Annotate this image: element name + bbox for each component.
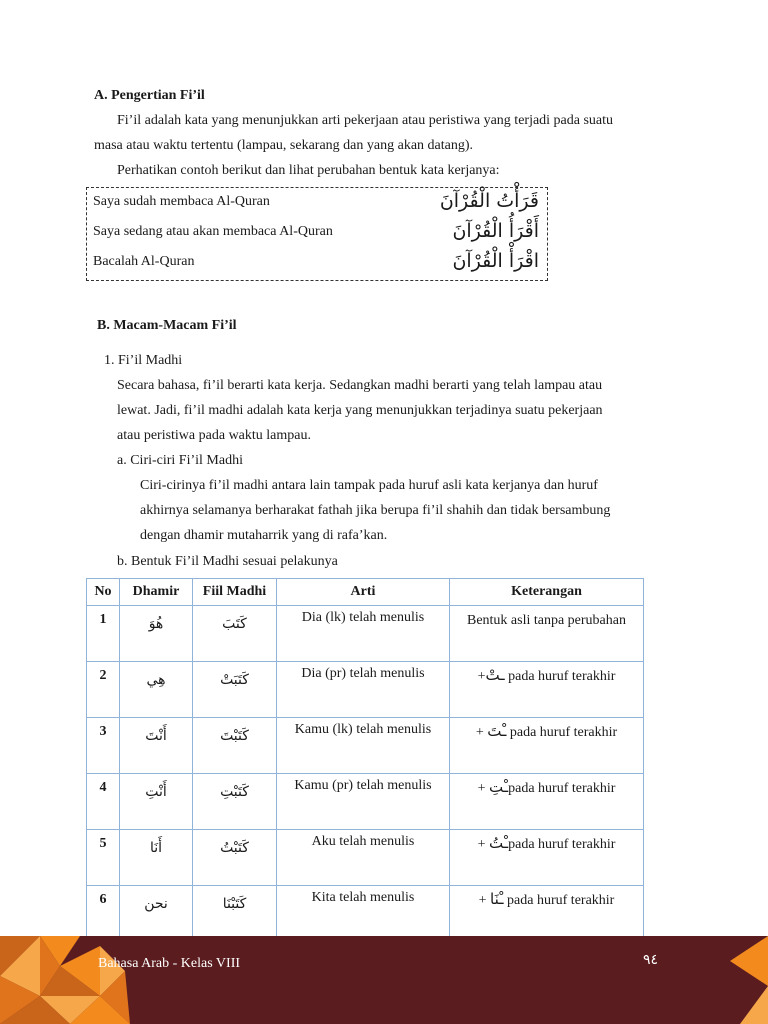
ket-prefix: + <box>478 893 487 908</box>
header-fiil-madhi: Fiil Madhi <box>193 579 277 606</box>
footer-book-title: Bahasa Arab - Kelas VIII <box>98 956 241 971</box>
footer-triangle <box>740 986 768 1024</box>
cell-no: 1 <box>87 606 120 662</box>
cell-fiil: كَتَبَ <box>193 606 277 662</box>
ket-suffix: pada huruf terakhir <box>504 669 616 684</box>
ket-prefix: + <box>477 781 486 796</box>
cell-dhamir: هِي <box>120 662 193 718</box>
header-keterangan: Keterangan <box>450 579 644 606</box>
cell-dhamir: أَنْتَ <box>120 718 193 774</box>
header-no: No <box>87 579 120 606</box>
cell-fiil: كَتَبْتِ <box>193 774 277 830</box>
ket-arabic: ـْتَ <box>487 722 507 740</box>
subheading-fiil-madhi: 1. Fi’il Madhi <box>104 353 183 368</box>
header-dhamir: Dhamir <box>120 579 193 606</box>
header-arti: Arti <box>277 579 450 606</box>
section-b-heading: B. Macam-Macam Fi’il <box>97 318 237 333</box>
cell-arti: Kamu (pr) telah menulis <box>277 774 450 830</box>
ket-arabic: ـْتِ <box>488 778 509 796</box>
examples-box <box>86 187 548 281</box>
cell-keterangan <box>450 830 644 886</box>
example-latin: Saya sudah membaca Al-Quran <box>93 194 270 209</box>
example-row <box>93 220 539 248</box>
page-footer <box>0 936 768 1024</box>
footer-triangle <box>730 936 768 986</box>
para2-line2: akhirnya selamanya berharakat fathah jika berupa fi’il shahih dan tidak bersambung <box>140 503 611 518</box>
cell-dhamir: أَنَا <box>120 830 193 886</box>
section-a-heading: A. Pengertian Fi’il <box>94 88 205 103</box>
table-row <box>87 662 644 718</box>
para1-line2: lewat. Jadi, fi’il madhi adalah kata kerja yang menunjukkan terjadinya suatu pekerjaan <box>117 403 603 418</box>
cell-dhamir: أَنْتِ <box>120 774 193 830</box>
cell-fiil: كَتَبْتَ <box>193 718 277 774</box>
cell-no: 2 <box>87 662 120 718</box>
table-row <box>87 830 644 886</box>
example-latin: Saya sedang atau akan membaca Al-Quran <box>93 224 333 239</box>
footer-triangle-pattern <box>0 936 768 1024</box>
cell-fiil: كَتَبْنَا <box>193 886 277 942</box>
cell-arti: Dia (pr) telah menulis <box>277 662 450 718</box>
cell-keterangan <box>450 718 644 774</box>
cell-no: 5 <box>87 830 120 886</box>
para1-line1: Secara bahasa, fi’il berarti kata kerja. Sedangkan madhi berarti yang telah lampau atau <box>117 378 603 393</box>
example-arabic: اقْرَأْ الْقُرْآنَ <box>452 250 539 272</box>
example-latin: Bacalah Al-Quran <box>93 254 195 269</box>
cell-dhamir: نحن <box>120 886 193 942</box>
cell-no: 6 <box>87 886 120 942</box>
para2-line1: Ciri-cirinya fi’il madhi antara lain tampak pada huruf asli kata kerjanya dan huruf <box>140 478 598 493</box>
ket-suffix: pada huruf terakhir <box>508 837 616 852</box>
subheading-bentuk: b. Bentuk Fi’il Madhi sesuai pelakunya <box>117 554 338 569</box>
cell-no: 3 <box>87 718 120 774</box>
subheading-ciri-ciri: a. Ciri-ciri Fi’il Madhi <box>117 453 243 468</box>
ket-suffix: pada huruf terakhir <box>508 781 616 796</box>
ket-suffix: Bentuk asli tanpa perubahan <box>466 613 626 628</box>
cell-arti: Aku telah menulis <box>277 830 450 886</box>
example-row <box>93 250 539 278</box>
table-row <box>87 718 644 774</box>
ket-prefix: + <box>477 837 486 852</box>
ket-arabic: ـتْ <box>485 666 505 684</box>
table-row <box>87 774 644 830</box>
example-arabic: أَقْرَأُ الْقُرْآنَ <box>452 220 539 242</box>
cell-keterangan <box>450 886 644 942</box>
example-row <box>93 190 539 218</box>
cell-fiil: كَتَبَتْ <box>193 662 277 718</box>
para2-line3: dengan dhamir mutaharrik yang di rafa’kan. <box>140 528 388 543</box>
section-a-line2: masa atau waktu tertentu (lampau, sekarang dan yang akan datang). <box>94 138 474 153</box>
ket-suffix: pada huruf terakhir <box>506 725 618 740</box>
cell-keterangan <box>450 606 644 662</box>
table-row <box>87 606 644 662</box>
para1-line3: atau peristiwa pada waktu lampau. <box>117 428 311 443</box>
table-row <box>87 886 644 942</box>
ket-prefix: + <box>477 669 486 684</box>
cell-dhamir: هُوَ <box>120 606 193 662</box>
ket-arabic: ـْنَا <box>490 890 504 908</box>
section-a-line1: Fi’il adalah kata yang menunjukkan arti pekerjaan atau peristiwa yang terjadi pada suatu <box>117 113 614 128</box>
cell-keterangan <box>450 662 644 718</box>
cell-arti: Kamu (lk) telah menulis <box>277 718 450 774</box>
cell-fiil: كَتَبْتُ <box>193 830 277 886</box>
ket-arabic: ـْتُ <box>488 834 509 852</box>
cell-arti: Kita telah menulis <box>277 886 450 942</box>
section-a-line3: Perhatikan contoh berikut dan lihat perubahan bentuk kata kerjanya: <box>117 163 500 178</box>
table-header-row <box>87 579 644 606</box>
fiil-madhi-table <box>86 578 644 942</box>
example-arabic: قَرَأْتُ الْقُرْآنَ <box>439 190 539 212</box>
cell-keterangan <box>450 774 644 830</box>
ket-suffix: pada huruf terakhir <box>503 893 615 908</box>
cell-arti: Dia (lk) telah menulis <box>277 606 450 662</box>
page-number: ٩٤ <box>642 952 658 968</box>
ket-prefix: + <box>475 725 484 740</box>
cell-no: 4 <box>87 774 120 830</box>
